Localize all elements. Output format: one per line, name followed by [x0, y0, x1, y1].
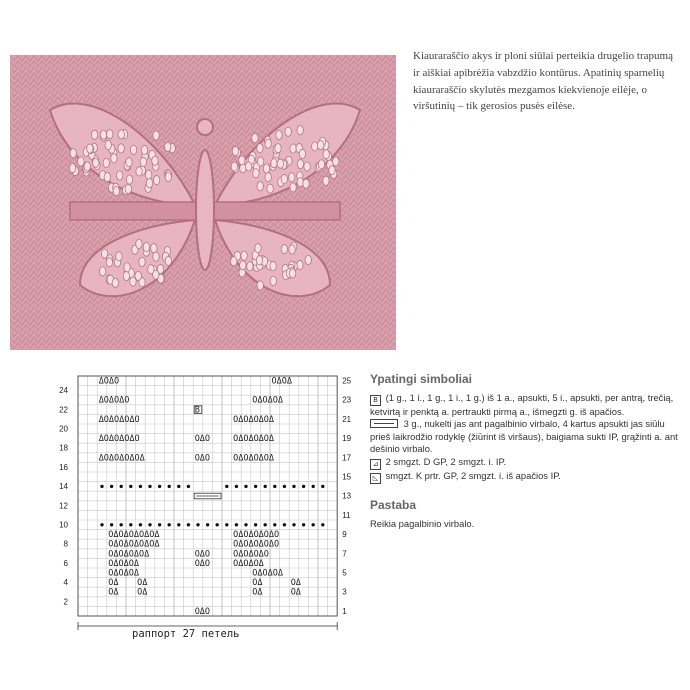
purl-dot: [321, 485, 324, 488]
stitch-symbol: OΔOΔOΔOΔO: [233, 539, 280, 550]
row-number-right: 9: [342, 530, 347, 540]
purl-dot: [216, 523, 219, 526]
purl-dot: [129, 485, 132, 488]
row-number-right: 13: [342, 491, 352, 501]
right-decrease-icon: ⊿: [370, 459, 381, 470]
purl-dot: [158, 485, 161, 488]
left-decrease-icon: ◺: [370, 473, 381, 484]
row-number-left: 10: [59, 520, 68, 530]
stitch-symbol: OΔOΔ: [271, 376, 292, 387]
purl-dot: [273, 523, 276, 526]
stitch-symbol: OΔOΔOΔOΔ: [233, 414, 275, 425]
row-number-left: 24: [59, 386, 68, 396]
note-text: Reikia pagalbinio virbalo.: [370, 517, 475, 529]
row-number-left: 22: [59, 405, 68, 415]
purl-dot: [139, 485, 142, 488]
purl-dot: [158, 523, 161, 526]
purl-dot: [120, 485, 123, 488]
stitch-symbol: OΔOΔOΔO: [233, 549, 269, 560]
knitting-chart: [50, 368, 360, 628]
row-number-right: 11: [342, 510, 351, 520]
stitch-symbol: OΔ: [290, 587, 301, 598]
stitch-symbol: OΔOΔOΔOΔO: [233, 530, 280, 541]
purl-dot: [187, 523, 190, 526]
purl-dot: [100, 485, 103, 488]
purl-dot: [235, 485, 238, 488]
purl-dot: [100, 523, 103, 526]
purl-dot: [177, 523, 180, 526]
cable-symbol-icon: [370, 419, 398, 428]
purl-dot: [254, 485, 257, 488]
purl-dot: [244, 485, 247, 488]
legend-heading: Ypatingi simboliai: [370, 372, 473, 386]
stitch-symbol: OΔ: [108, 578, 119, 589]
legend-item-text: (1 g., 1 i., 1 g., 1 i., 1 g.) iš 1 a., apsukti, 5 i., apsukti, per antrą, trečią, ketvirtą ir penktą a. pertraukti pirmą a., išmegzti g. iš apačios.: [370, 392, 674, 417]
knitted-swatch-image: [10, 55, 396, 350]
repeat-label: раппорт 27 петель: [132, 628, 240, 640]
row-number-left: 14: [59, 482, 68, 492]
stitch-symbol: OΔOΔOΔ: [233, 558, 264, 569]
legend-item-right-decrease: [370, 456, 682, 470]
stitch-symbol: OΔ: [108, 587, 119, 598]
purl-dot: [283, 523, 286, 526]
purl-dot: [321, 523, 324, 526]
purl-dot: [225, 485, 228, 488]
row-number-left: 18: [59, 443, 68, 453]
row-number-right: 19: [342, 434, 352, 444]
purl-dot: [312, 485, 315, 488]
stitch-symbol: ΔOΔOΔO: [98, 395, 130, 406]
stitch-symbol: OΔ: [252, 587, 263, 598]
stitch-symbol: OΔO: [194, 549, 211, 560]
stitch-symbol: OΔOΔOΔ: [252, 395, 284, 406]
row-number-right: 17: [342, 453, 352, 463]
row-number-left: 16: [59, 462, 68, 472]
stitch-symbol: OΔOΔOΔOΔOΔ: [108, 530, 160, 541]
row-number-left: 8: [63, 539, 68, 549]
purl-dot: [187, 485, 190, 488]
lower-left-wing: [80, 220, 195, 296]
row-number-right: 5: [342, 568, 347, 578]
purl-dot: [244, 523, 247, 526]
stitch-symbol: OΔOΔOΔOΔ: [233, 453, 275, 464]
purl-dot: [139, 523, 142, 526]
chart-grid: [50, 368, 360, 628]
row-number-right: 23: [342, 395, 352, 405]
butterfly-head-bobble: [197, 119, 213, 135]
purl-dot: [302, 523, 305, 526]
purl-dot: [110, 485, 113, 488]
stitch-symbol: OΔO: [194, 606, 211, 617]
purl-dot: [312, 523, 315, 526]
purl-dot: [168, 523, 171, 526]
purl-dot: [148, 523, 151, 526]
purl-dot: [264, 485, 267, 488]
row-number-right: 15: [342, 472, 352, 482]
purl-dot: [254, 523, 257, 526]
stitch-symbol: OΔ: [137, 578, 148, 589]
legend-item-text: 3 g., nukelti jas ant pagalbinio virbalo, 4 kartus apsukti jas siūlu prieš laikrodžio rodyklę (žiūrint iš viršaus), baigiama sukti IP, grąžinti a. ant dešinio virbalo.: [370, 418, 678, 455]
row-number-left: 12: [59, 501, 68, 511]
purl-dot: [292, 485, 295, 488]
purl-dot: [292, 523, 295, 526]
purl-dot: [273, 485, 276, 488]
stitch-symbol: OΔOΔOΔ: [108, 568, 140, 579]
stitch-symbol: OΔ: [290, 578, 301, 589]
purl-dot: [206, 523, 209, 526]
stitch-symbol: OΔOΔOΔOΔ: [233, 434, 275, 445]
legend-item-bobble: [370, 392, 682, 418]
legend-item-left-decrease: [370, 470, 682, 484]
legend-item-text: smgzt. K prtr. GP, 2 smgzt. i. iš apačios IP.: [385, 469, 561, 481]
stitch-symbol: ΔOΔOΔOΔO: [98, 414, 140, 425]
row-number-right: 1: [342, 606, 347, 616]
row-number-left: 20: [59, 424, 68, 434]
legend-item-text: 2 smgzt. D GP, 2 smgzt. i. IP.: [385, 455, 507, 467]
stitch-symbol: B: [194, 405, 200, 416]
row-number-left: 4: [63, 578, 68, 588]
stitch-symbol: OΔO: [194, 453, 211, 464]
row-number-right: 3: [342, 587, 347, 597]
stitch-symbol: ΔOΔOΔOΔOΔ: [98, 453, 145, 464]
stitch-symbol: OΔ: [137, 587, 148, 598]
stitch-symbol: OΔO: [194, 434, 211, 445]
purl-dot: [196, 523, 199, 526]
purl-dot: [264, 523, 267, 526]
purl-dot: [235, 523, 238, 526]
purl-dot: [120, 523, 123, 526]
butterfly-lace-photo: [10, 55, 396, 350]
stitch-symbol: ΔOΔOΔOΔO: [98, 434, 140, 445]
stitch-symbol: OΔOΔOΔOΔ: [108, 549, 150, 560]
note-heading: Pastaba: [370, 497, 417, 512]
row-number-right: 7: [342, 549, 347, 559]
row-number-left: 2: [63, 597, 68, 607]
legend-item-cable: [370, 418, 682, 455]
stitch-symbol: OΔOΔOΔOΔOΔ: [108, 539, 160, 550]
purl-dot: [129, 523, 132, 526]
row-number-left: 6: [63, 558, 68, 568]
row-number-right: 21: [342, 414, 352, 424]
stitch-symbol: OΔOΔOΔ: [108, 558, 140, 569]
stitch-symbol: ΔOΔO: [98, 376, 120, 387]
special-symbols-legend: [370, 372, 682, 530]
butterfly-body: [196, 150, 214, 270]
stitch-symbol: OΔOΔOΔ: [252, 568, 284, 579]
purl-dot: [283, 485, 286, 488]
purl-dot: [148, 485, 151, 488]
purl-dot: [177, 485, 180, 488]
row-number-right: 25: [342, 376, 352, 386]
purl-dot: [302, 485, 305, 488]
purl-dot: [168, 485, 171, 488]
purl-dot: [225, 523, 228, 526]
purl-dot: [110, 523, 113, 526]
stitch-symbol: OΔ: [252, 578, 263, 589]
pattern-description: Kiauraraščio akys ir ploni siūlai perteikia drugelio trapumą ir aiškiai apibrėžia vabzdžio kontūrus. Apatinių sparnelių kiauraraščio skylutės mezgamos kiekvienoje eilėje, o viršutinių – tik gerosios pusės eilėse.: [413, 50, 673, 113]
bobble-symbol-icon: B: [370, 395, 381, 406]
stitch-symbol: OΔO: [194, 558, 211, 569]
